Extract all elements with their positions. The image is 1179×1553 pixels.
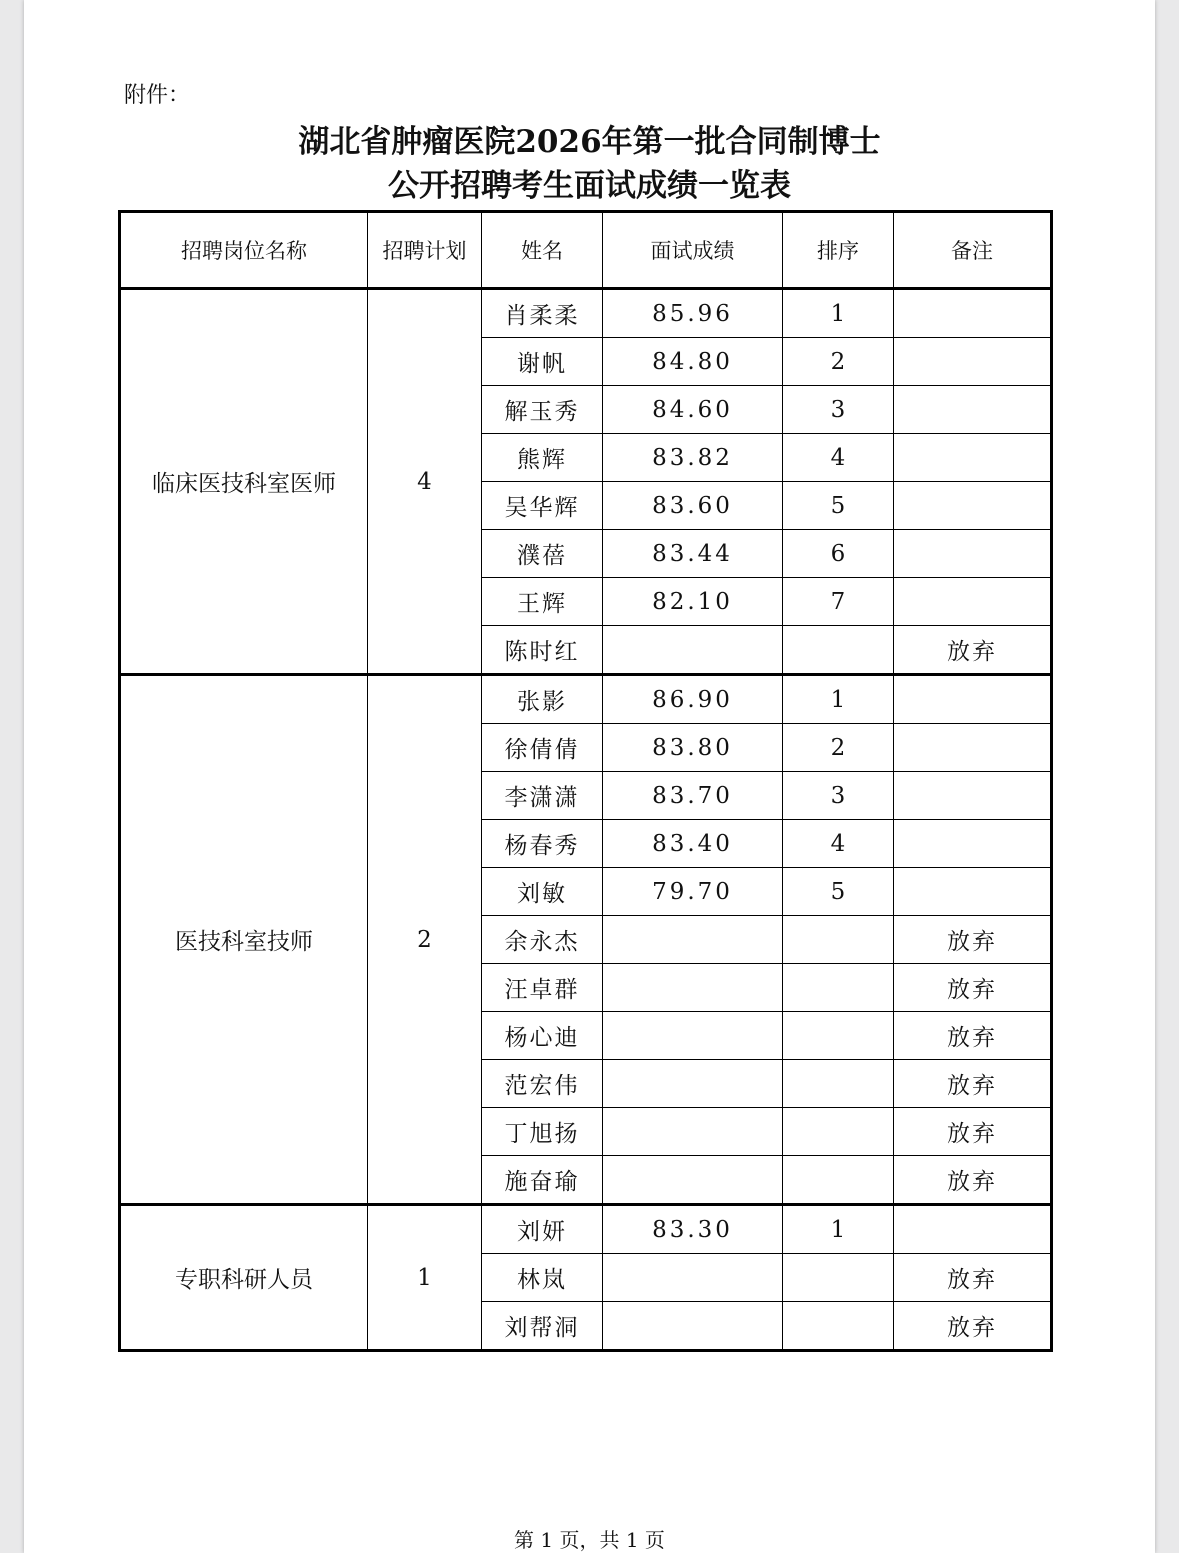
score-cell: 85.96 xyxy=(603,289,783,338)
score-cell: 83.30 xyxy=(603,1205,783,1254)
rank-cell: 7 xyxy=(783,578,894,626)
name-cell: 丁旭扬 xyxy=(482,1108,603,1156)
score-cell: 83.80 xyxy=(603,724,783,772)
table-row xyxy=(120,289,1052,338)
score-cell xyxy=(603,1012,783,1060)
table-row xyxy=(120,1205,1052,1254)
name-cell: 杨春秀 xyxy=(482,820,603,868)
score-cell: 83.60 xyxy=(603,482,783,530)
name-cell: 刘敏 xyxy=(482,868,603,916)
score-cell: 84.60 xyxy=(603,386,783,434)
name-cell: 张影 xyxy=(482,675,603,724)
rank-cell: 5 xyxy=(783,868,894,916)
score-cell: 82.10 xyxy=(603,578,783,626)
note-cell xyxy=(894,675,1052,724)
rank-cell xyxy=(783,916,894,964)
note-cell: 放弃 xyxy=(894,1108,1052,1156)
note-cell: 放弃 xyxy=(894,626,1052,675)
score-cell: 83.70 xyxy=(603,772,783,820)
header-position: 招聘岗位名称 xyxy=(120,212,368,289)
name-cell: 王辉 xyxy=(482,578,603,626)
page-footer: 第 1 页，共 1 页 xyxy=(514,1528,665,1552)
header-plan: 招聘计划 xyxy=(368,212,482,289)
document-page xyxy=(24,0,1155,1553)
rank-cell xyxy=(783,964,894,1012)
score-cell xyxy=(603,1060,783,1108)
position-cell: 医技科室技师 xyxy=(120,675,368,1205)
score-cell: 86.90 xyxy=(603,675,783,724)
rank-cell xyxy=(783,626,894,675)
score-cell xyxy=(603,1156,783,1205)
rank-cell xyxy=(783,1108,894,1156)
position-cell: 专职科研人员 xyxy=(120,1205,368,1351)
note-cell: 放弃 xyxy=(894,1302,1052,1351)
document-title-line2: 公开招聘考生面试成绩一览表 xyxy=(388,168,791,204)
position-cell: 临床医技科室医师 xyxy=(120,289,368,675)
note-cell xyxy=(894,338,1052,386)
rank-cell: 4 xyxy=(783,434,894,482)
name-cell: 林岚 xyxy=(482,1254,603,1302)
note-cell xyxy=(894,578,1052,626)
name-cell: 徐倩倩 xyxy=(482,724,603,772)
plan-cell: 1 xyxy=(368,1205,482,1351)
rank-cell xyxy=(783,1302,894,1351)
name-cell: 熊辉 xyxy=(482,434,603,482)
rank-cell xyxy=(783,1156,894,1205)
score-cell: 83.40 xyxy=(603,820,783,868)
rank-cell: 3 xyxy=(783,772,894,820)
name-cell: 汪卓群 xyxy=(482,964,603,1012)
name-cell: 解玉秀 xyxy=(482,386,603,434)
rank-cell xyxy=(783,1254,894,1302)
rank-cell: 5 xyxy=(783,482,894,530)
name-cell: 余永杰 xyxy=(482,916,603,964)
note-cell xyxy=(894,482,1052,530)
note-cell: 放弃 xyxy=(894,916,1052,964)
plan-cell: 2 xyxy=(368,675,482,1205)
note-cell: 放弃 xyxy=(894,1156,1052,1205)
note-cell xyxy=(894,434,1052,482)
name-cell: 施奋瑜 xyxy=(482,1156,603,1205)
note-cell xyxy=(894,868,1052,916)
rank-cell: 4 xyxy=(783,820,894,868)
document-title-line1: 湖北省肿瘤医院2026年第一批合同制博士 xyxy=(298,124,881,160)
score-cell: 79.70 xyxy=(603,868,783,916)
header-name: 姓名 xyxy=(482,212,603,289)
score-cell xyxy=(603,916,783,964)
note-cell xyxy=(894,289,1052,338)
score-cell xyxy=(603,1254,783,1302)
note-cell: 放弃 xyxy=(894,1012,1052,1060)
header-score: 面试成绩 xyxy=(603,212,783,289)
score-cell xyxy=(603,1302,783,1351)
score-cell: 84.80 xyxy=(603,338,783,386)
score-table xyxy=(118,210,1053,1352)
note-cell: 放弃 xyxy=(894,964,1052,1012)
rank-cell: 1 xyxy=(783,1205,894,1254)
rank-cell: 2 xyxy=(783,724,894,772)
rank-cell: 6 xyxy=(783,530,894,578)
note-cell xyxy=(894,820,1052,868)
name-cell: 李潇潇 xyxy=(482,772,603,820)
rank-cell xyxy=(783,1060,894,1108)
score-cell xyxy=(603,626,783,675)
name-cell: 陈时红 xyxy=(482,626,603,675)
attachment-label: 附件： xyxy=(124,83,191,108)
name-cell: 范宏伟 xyxy=(482,1060,603,1108)
name-cell: 吴华辉 xyxy=(482,482,603,530)
name-cell: 刘帮洞 xyxy=(482,1302,603,1351)
note-cell: 放弃 xyxy=(894,1060,1052,1108)
table-row xyxy=(120,675,1052,724)
note-cell: 放弃 xyxy=(894,1254,1052,1302)
rank-cell: 3 xyxy=(783,386,894,434)
note-cell xyxy=(894,386,1052,434)
note-cell xyxy=(894,530,1052,578)
score-cell: 83.44 xyxy=(603,530,783,578)
name-cell: 杨心迪 xyxy=(482,1012,603,1060)
table-header-row xyxy=(120,212,1052,289)
score-cell xyxy=(603,1108,783,1156)
note-cell xyxy=(894,724,1052,772)
plan-cell: 4 xyxy=(368,289,482,675)
name-cell: 濮蓓 xyxy=(482,530,603,578)
note-cell xyxy=(894,1205,1052,1254)
name-cell: 刘妍 xyxy=(482,1205,603,1254)
note-cell xyxy=(894,772,1052,820)
rank-cell: 2 xyxy=(783,338,894,386)
name-cell: 谢帆 xyxy=(482,338,603,386)
score-cell xyxy=(603,964,783,1012)
rank-cell: 1 xyxy=(783,289,894,338)
rank-cell: 1 xyxy=(783,675,894,724)
rank-cell xyxy=(783,1012,894,1060)
header-rank: 排序 xyxy=(783,212,894,289)
name-cell: 肖柔柔 xyxy=(482,289,603,338)
header-note: 备注 xyxy=(894,212,1052,289)
score-cell: 83.82 xyxy=(603,434,783,482)
